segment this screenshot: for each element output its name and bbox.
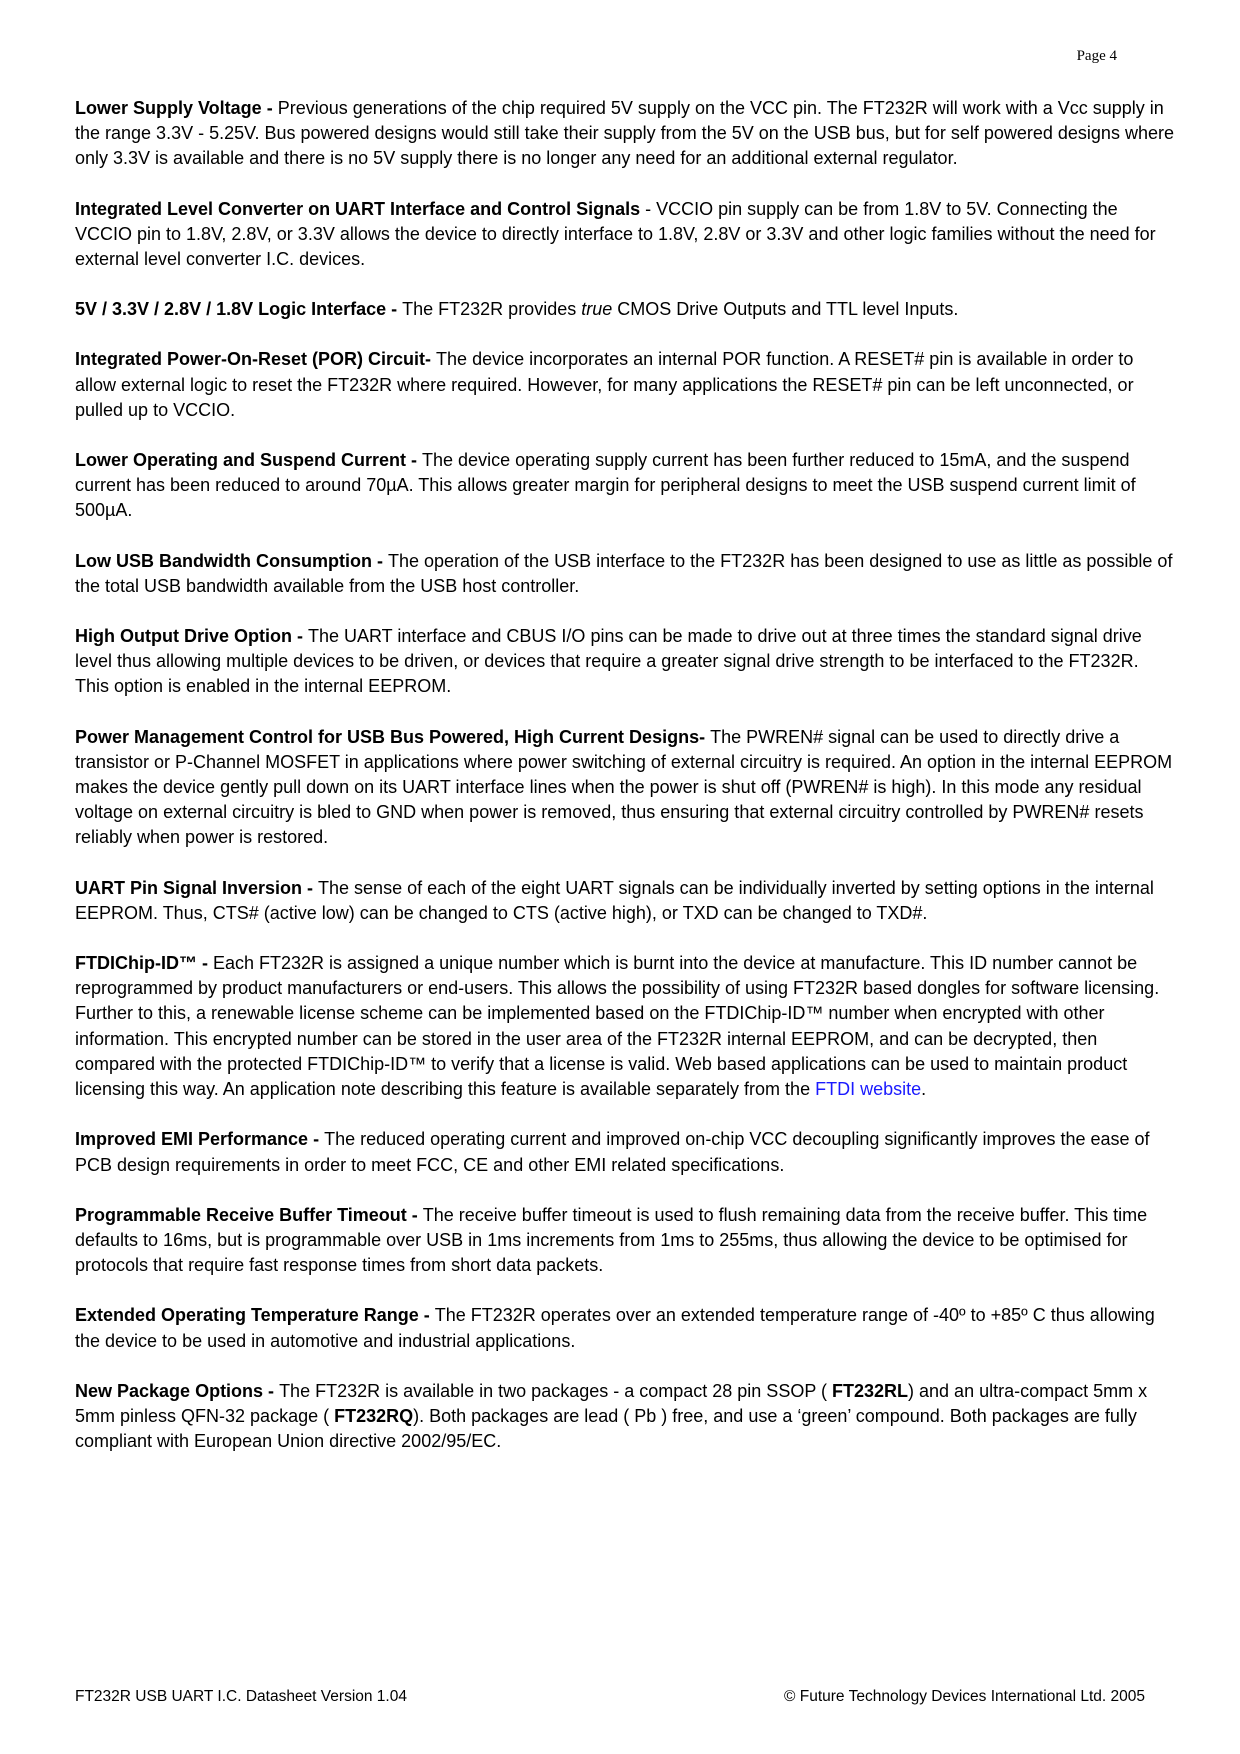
feature-text: The sense of each of the eight UART signals can be individually inverted by setting options in the internal EEPROM. Thus, CTS# (active low) can be changed to CTS (active high), or TXD can be changed to TXD#. (75, 877, 1154, 923)
feature-text: The reduced operating current and improved on-chip VCC decoupling significantly improves the ease of PCB design requirements in order to meet FCC, CE and other EMI related specifications. (75, 1129, 1150, 1175)
feature-receive-buffer-timeout (75, 1203, 1175, 1279)
feature-text: ). Both packages are lead ( Pb ) free, and use a ‘green’ compound. Both packages are fully compliant with European Union directive 2002/95/EC. (75, 1405, 1137, 1452)
feature-text: CMOS Drive Outputs and TTL level Inputs. (612, 299, 959, 320)
feature-power-management-control (75, 725, 1175, 851)
feature-text: ) and an ultra-compact 5mm x 5mm pinless QFN-32 package ( (75, 1380, 1148, 1426)
feature-heading: 5V / 3.3V / 2.8V / 1.8V Logic Interface - (75, 299, 403, 320)
footer-copyright: © Future Technology Devices International Ltd. 2005 (784, 1688, 1145, 1705)
feature-power-on-reset (75, 347, 1175, 423)
feature-text: Previous generations of the chip required 5V supply on the VCC pin. The FT232R will work with a Vcc supply in the range 3.3V - 5.25V. Bus powered designs would still take their supply from the 5V on the USB bus, but for self powered designs where only 3.3V is available and there is no 5V supply there is no longer any need for an additional external regulator. (75, 98, 1174, 169)
feature-heading: Lower Operating and Suspend Current - (75, 450, 423, 471)
feature-heading: Lower Supply Voltage - (75, 98, 278, 118)
feature-heading: Improved EMI Performance - (75, 1129, 325, 1150)
feature-heading: New Package Options - (75, 1380, 280, 1401)
feature-text: The FT232R is available in two packages - a compact 28 pin SSOP ( (279, 1380, 832, 1401)
feature-text: . (921, 1079, 927, 1100)
feature-logic-interface (75, 297, 1175, 322)
feature-text: Each FT232R is assigned a unique number which is burnt into the device at manufacture. This ID number cannot be reprogrammed by product manufacturers or end-users. This allows the possibility of using FT232R based dongles for software licensing. Further to this, a renewable license scheme can be implemented based on the FTDIChip-ID™ number when encrypted with other information. This encrypted number can be stored in the user area of the FT232R internal EEPROM, and can be decrypted, then compared with the protected FTDIChip-ID™ to verify that a license is valid. Web based applications can be used to maintain product licensing this way. An application note describing this feature is available separately from the (75, 953, 1160, 1100)
feature-text: The FT232R provides (402, 299, 582, 320)
feature-new-package-options (75, 1379, 1175, 1455)
feature-text-italic: true (581, 299, 613, 320)
package-name-qfn: FT232RQ (334, 1405, 414, 1426)
feature-ftdichip-id (75, 951, 1175, 1102)
feature-heading: UART Pin Signal Inversion - (75, 877, 319, 898)
page-number: Page 4 (1076, 48, 1117, 64)
feature-text: The UART interface and CBUS I/O pins can be made to drive out at three times the standard signal drive level thus allowing multiple devices to be driven, or devices that require a greater signal drive strength to be interfaced to the FT232R. This option is enabled in the internal EEPROM. (75, 626, 1142, 697)
feature-lower-supply-voltage (75, 96, 1175, 172)
feature-text: The PWREN# signal can be used to directly drive a transistor or P-Channel MOSFET in applications where power switching of external circuitry is required. An option in the internal EEPROM makes the device gently pull down on its UART interface lines when the power is shut off (PWREN# is high). In this mode any residual voltage on external circuitry is bled to GND when power is removed, thus ensuring that external circuitry controlled by PWREN# resets reliably when power is restored. (75, 726, 1173, 848)
feature-integrated-level-converter (75, 197, 1175, 273)
feature-text: The FT232R operates over an extended temperature range of -40º to +85º C thus allowing the device to be used in automotive and industrial applications. (75, 1305, 1155, 1351)
feature-text: The operation of the USB interface to the FT232R has been designed to use as little as possible of the total USB bandwidth available from the USB host controller. (75, 550, 1173, 596)
feature-text: The device operating supply current has been further reduced to 15mA, and the suspend current has been reduced to around 70µA. This allows greater margin for peripheral designs to meet the USB suspend current limit of 500µA. (75, 450, 1136, 521)
feature-text: The device incorporates an internal POR function. A RESET# pin is available in order to allow external logic to reset the FT232R where required. However, for many applications the RESET# pin can be left unconnected, or pulled up to VCCIO. (75, 349, 1134, 420)
feature-low-usb-bandwidth (75, 549, 1175, 599)
feature-heading: Low USB Bandwidth Consumption - (75, 550, 388, 571)
feature-heading: Integrated Level Converter on UART Interface and Control Signals (75, 198, 641, 219)
feature-heading: Power Management Control for USB Bus Powered, High Current Designs- (75, 726, 711, 747)
feature-uart-pin-inversion (75, 876, 1175, 926)
feature-improved-emi (75, 1127, 1175, 1177)
feature-heading: FTDIChip-ID™ - (75, 953, 213, 974)
feature-lower-operating-current (75, 448, 1175, 524)
feature-heading: Extended Operating Temperature Range - (75, 1305, 435, 1326)
feature-heading: High Output Drive Option - (75, 626, 308, 647)
feature-extended-temperature (75, 1303, 1175, 1353)
feature-text: The receive buffer timeout is used to flush remaining data from the receive buffer. This time defaults to 16ms, but is programmable over USB in 1ms increments from 1ms to 255ms, thus allowing the device to be optimised for protocols that require fast response times from short data packets. (75, 1204, 1148, 1276)
footer-document-title: FT232R USB UART I.C. Datasheet Version 1.04 (75, 1688, 407, 1705)
package-name-ssop: FT232RL (832, 1380, 909, 1401)
feature-heading: Programmable Receive Buffer Timeout - (75, 1204, 423, 1225)
ftdi-website-link[interactable]: FTDI website (815, 1079, 922, 1100)
features-section (75, 96, 1175, 1479)
feature-text: - VCCIO pin supply can be from 1.8V to 5V. Connecting the VCCIO pin to 1.8V, 2.8V, or 3.3V allows the device to directly interface to 1.8V, 2.8V or 3.3V and other logic families without the need for external level converter I.C. devices. (75, 198, 1156, 270)
feature-heading: Integrated Power-On-Reset (POR) Circuit- (75, 349, 437, 370)
feature-high-output-drive (75, 624, 1175, 700)
